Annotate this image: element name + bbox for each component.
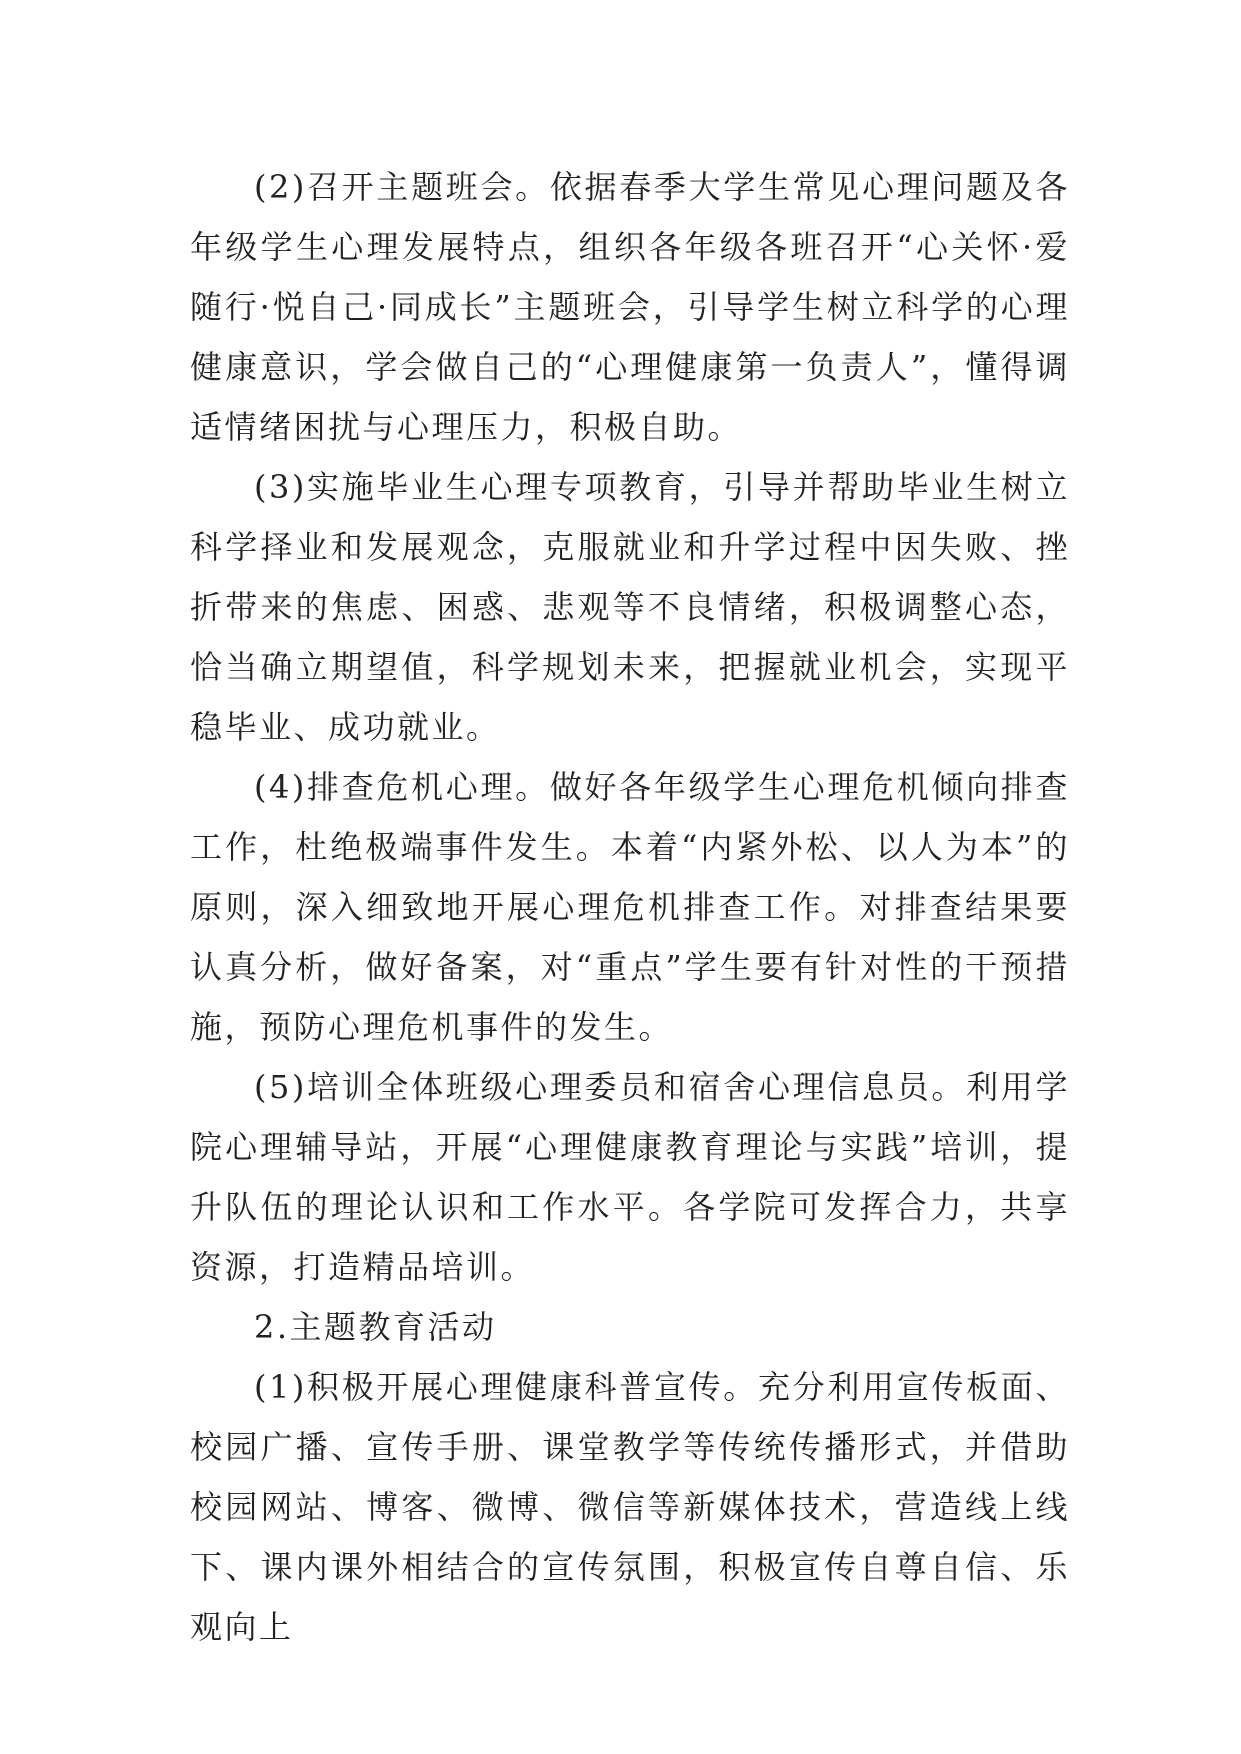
paragraph-publicity: (1)积极开展心理健康科普宣传。充分利用宣传板面、校园广播、宣传手册、课堂教学等传统传播形式，并借助校园网站、博客、微博、微信等新媒体技术，营造线上线下、课内课外相结合的宣传氛围，积极宣传自尊自信、乐观向上 xyxy=(190,1368,1070,1646)
paragraph-class-meeting: (2)召开主题班会。依据春季大学生常见心理问题及各年级学生心理发展特点，组织各年级各班召开“心关怀·爱随行·悦自己·同成长”主题班会，引导学生树立科学的心理健康意识，学会做自己的“心理健康第一负责人”，懂得调适情绪困扰与心理压力，积极自助。 xyxy=(190,168,1070,446)
paragraph-training: (5)培训全体班级心理委员和宿舍心理信息员。利用学院心理辅导站，开展“心理健康教育理论与实践”培训，提升队伍的理论认识和工作水平。各学院可发挥合力，共享资源，打造精品培训。 xyxy=(190,1068,1070,1286)
paragraph-graduate-education: (3)实施毕业生心理专项教育，引导并帮助毕业生树立科学择业和发展观念，克服就业和升学过程中因失败、挫折带来的焦虑、困惑、悲观等不良情绪，积极调整心态，恰当确立期望值，科学规划未来，把握就业机会，实现平稳毕业、成功就业。 xyxy=(190,468,1070,746)
document-body xyxy=(190,157,1070,1657)
section-heading: 2.主题教育活动 xyxy=(254,1308,497,1346)
paragraph-crisis-screening: (4)排查危机心理。做好各年级学生心理危机倾向排查工作，杜绝极端事件发生。本着“内紧外松、以人为本”的原则，深入细致地开展心理危机排查工作。对排查结果要认真分析，做好备案，对“重点”学生要有针对性的干预措施，预防心理危机事件的发生。 xyxy=(190,768,1070,1046)
